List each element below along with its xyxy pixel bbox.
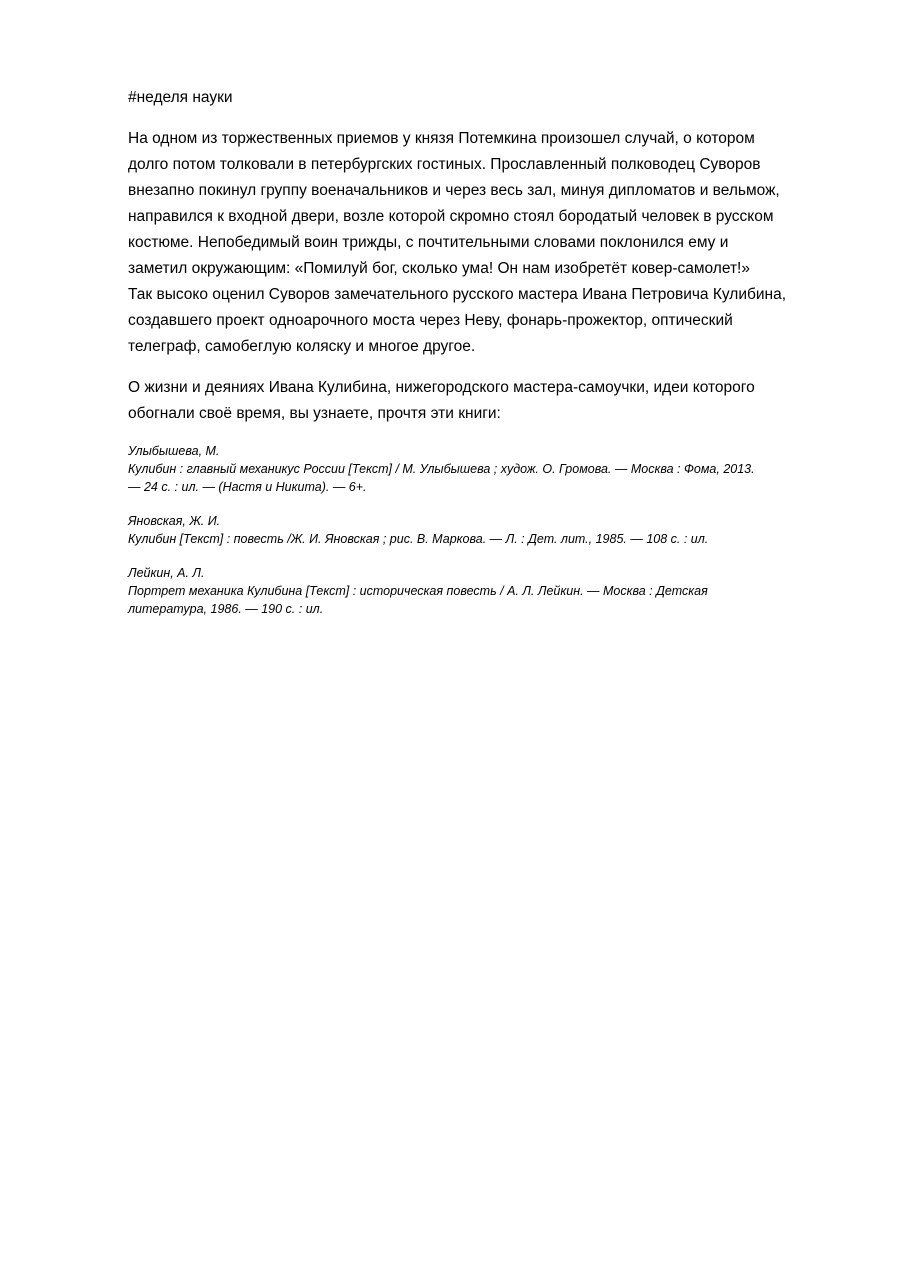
entry-description: литература, 1986. — 190 с. : ил. [128,602,324,616]
entry-author: Улыбышева, М. [128,444,220,458]
bibliography-list [128,442,828,618]
entry-author: Яновская, Ж. И. [128,514,221,528]
paragraph-line: внезапно покинул группу военачальников и через весь зал, минуя дипломатов и вельмож, [128,182,780,199]
entry-description: Кулибин [Текст] : повесть /Ж. И. Яновская ; рис. В. Маркова. — Л. : Дет. лит., 1985. — 108 с. : ил. [128,532,709,546]
entry-description: Кулибин : главный механикус России [Текст] / М. Улыбышева ; худож. О. Громова. — Москва : Фома, 2013. [128,462,755,476]
paragraph-line: телеграф, самобеглую коляску и многое другое. [128,338,476,355]
intro-paragraph [128,126,828,360]
paragraph-line: долго потом толковали в петербургских гостиных. Прославленный полководец Суворов [128,156,761,173]
paragraph-line: обогнали своё время, вы узнаете, прочтя эти книги: [128,405,501,422]
books-intro-paragraph [128,375,828,427]
paragraph-line: костюме. Непобедимый воин трижды, с почтительными словами поклонился ему и [128,234,729,251]
paragraph-line: заметил окружающим: «Помилуй бог, сколько ума! Он нам изобретёт ковер-самолет!» [128,260,750,277]
paragraph-line: Так высоко оценил Суворов замечательного русского мастера Ивана Петровича Кулибина, [128,286,787,303]
bibliography-entry [128,512,828,548]
paragraph-line: направился к входной двери, возле которой скромно стоял бородатый человек в русском [128,208,774,225]
paragraph-line: О жизни и деяниях Ивана Кулибина, нижегородского мастера-самоучки, идеи которого [128,379,755,396]
document-page [128,86,828,634]
hashtag-heading: #неделя науки [128,89,233,106]
entry-description: Портрет механика Кулибина [Текст] : историческая повесть / А. Л. Лейкин. — Москва : Детская [128,584,708,598]
entry-description: — 24 с. : ил. — (Настя и Никита). — 6+. [128,480,367,494]
bibliography-entry [128,442,828,496]
paragraph-line: На одном из торжественных приемов у князя Потемкина произошел случай, о котором [128,130,755,147]
bibliography-entry [128,564,828,618]
paragraph-line: создавшего проект одноарочного моста через Неву, фонарь-прожектор, оптический [128,312,733,329]
entry-author: Лейкин, А. Л. [128,566,205,580]
